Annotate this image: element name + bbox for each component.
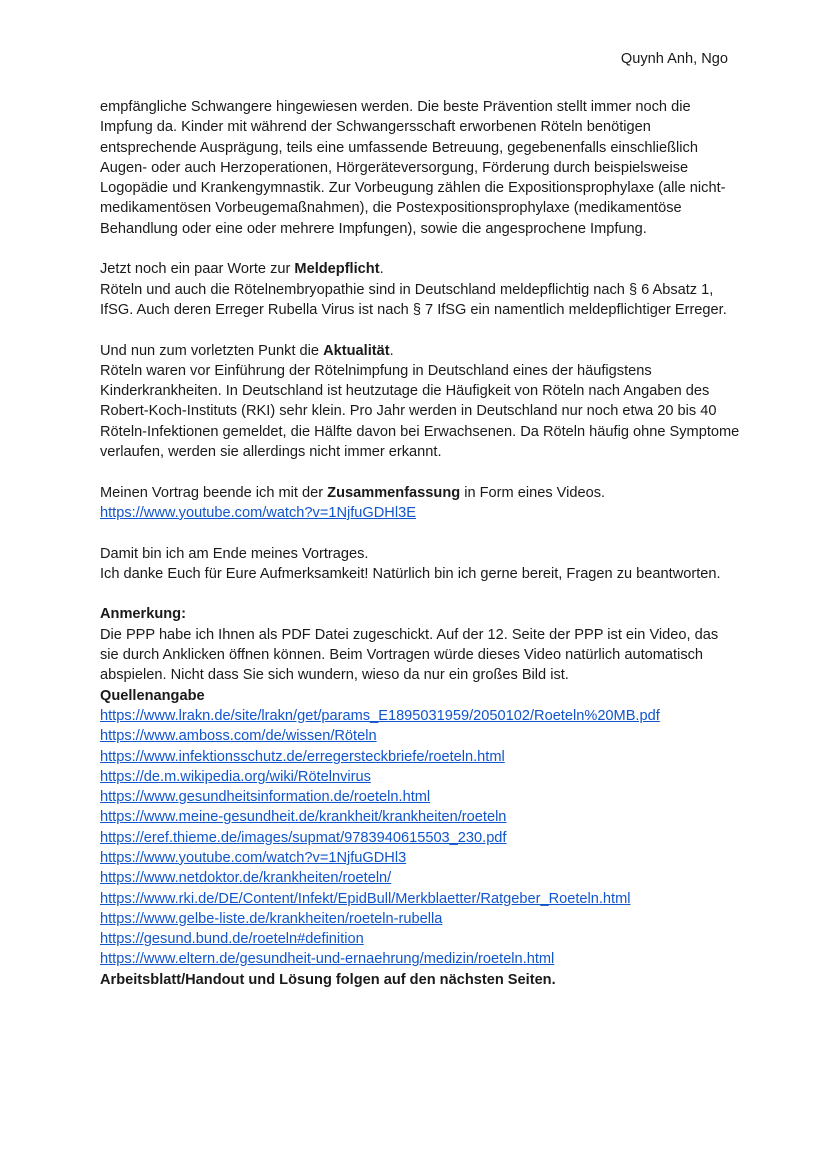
zusammenfassung-heading: Zusammenfassung [327,484,461,501]
source-link[interactable]: https://www.amboss.com/de/wissen/Röteln [100,728,377,745]
source-link[interactable]: https://www.rki.de/DE/Content/Infekt/EpidBull/Merkblaetter/Ratgeber_Roeteln.html [100,890,631,907]
closing-line: Damit bin ich am Ende meines Vortrages. [100,545,369,562]
source-link[interactable]: https://www.lrakn.de/site/lrakn/get/params_E1895031959/2050102/Roeteln%20MB.pdf [100,707,660,724]
aktualitaet-intro: Und nun zum vorletzten Punkt die Aktualität. [100,342,394,359]
source-link[interactable]: https://www.gesundheitsinformation.de/roeteln.html [100,789,431,806]
source-link[interactable]: https://www.infektionsschutz.de/erregersteckbriefe/roeteln.html [100,748,505,765]
quellen-heading: Quellenangabe [100,687,205,704]
summary-video-link[interactable]: https://www.youtube.com/watch?v=1NjfuGDHl3E [100,504,416,521]
source-link[interactable]: https://www.eltern.de/gesundheit-und-ernaehrung/medizin/roeteln.html [100,951,555,968]
document-body [100,97,740,990]
footer-note: Arbeitsblatt/Handout und Lösung folgen auf den nächsten Seiten. [100,971,556,988]
anmerkung-heading: Anmerkung: [100,606,186,623]
meldepflicht-text: Röteln und auch die Rötelnembryopathie sind in Deutschland meldepflichtig nach § 6 Absatz 1, IfSG. Auch deren Erreger Rubella Virus ist nach § 7 IfSG ein namentlich meldepflichtiger Erreger. [100,281,727,318]
meldepflicht-heading: Meldepflicht [294,261,380,278]
zusammenfassung-intro: Meinen Vortrag beende ich mit der Zusammenfassung in Form eines Videos. [100,484,606,501]
source-link[interactable]: https://www.netdoktor.de/krankheiten/roeteln/ [100,870,392,887]
source-link[interactable]: https://www.youtube.com/watch?v=1NjfuGDHl3 [100,849,407,866]
source-link[interactable]: https://de.m.wikipedia.org/wiki/Rötelnvirus [100,768,371,785]
aktualitaet-heading: Aktualität [323,342,390,359]
source-link[interactable]: https://gesund.bund.de/roeteln#definition [100,931,364,948]
thanks-line: Ich danke Euch für Eure Aufmerksamkeit! Natürlich bin ich gerne bereit, Fragen zu beantworten. [100,565,721,582]
anmerkung-text: Die PPP habe ich Ihnen als PDF Datei zugeschickt. Auf der 12. Seite der PPP ist ein Video, das sie durch Anklicken öffnen können. Beim Vortragen würde dieses Video natürlich automatisch abspielen. Nicht dass Sie sich wundern, wieso da nur ein großes Bild ist. [100,626,719,684]
source-link[interactable]: https://www.gelbe-liste.de/krankheiten/roeteln-rubella [100,910,443,927]
source-link[interactable]: https://www.meine-gesundheit.de/krankheit/krankheiten/roeteln [100,809,507,826]
paragraph-praevention: empfängliche Schwangere hingewiesen werden. Die beste Prävention stellt immer noch die Impfung da. Kinder mit während der Schwangersschaft erworbenen Röteln benötigen entsprechende Ausprägung, teils eine umfassende Betreuung, gegebenenfalls einschließlich Augen- oder auch Herzoperationen, Hörgeräteversorgung, Förderung durch beispielsweise Logopädie und Krankengymnastik. Zur Vorbeugung zählen die Expositionsprophylaxe (alle nicht-medikamentösen Vorbeugemaßnahmen), die Postexpositionsprophylaxe (medikamentöse Behandlung oder eine oder mehrere Impfungen), sowie die angesprochene Impfung. [100,99,726,237]
author-header: Quynh Anh, Ngo [620,51,728,67]
source-list [100,706,740,970]
aktualitaet-text: Röteln waren vor Einführung der Rötelnimpfung in Deutschland eines der häufigstens Kinderkrankheiten. In Deutschland ist heutzutage die Häufigkeit von Röteln nach Angaben des Robert-Koch-Instituts (RKI) sehr klein. Pro Jahr werden in Deutschland nur noch etwa 20 bis 40 Röteln-Infektionen gemeldet, die Hälfte davon bei Erwachsenen. Da Röteln häufig ohne Symptome verlaufen, werden sie allerdings nicht immer erkannt. [100,362,740,461]
meldepflicht-intro: Jetzt noch ein paar Worte zur Meldepflicht. [100,261,384,278]
source-link[interactable]: https://eref.thieme.de/images/supmat/9783940615503_230.pdf [100,829,507,846]
